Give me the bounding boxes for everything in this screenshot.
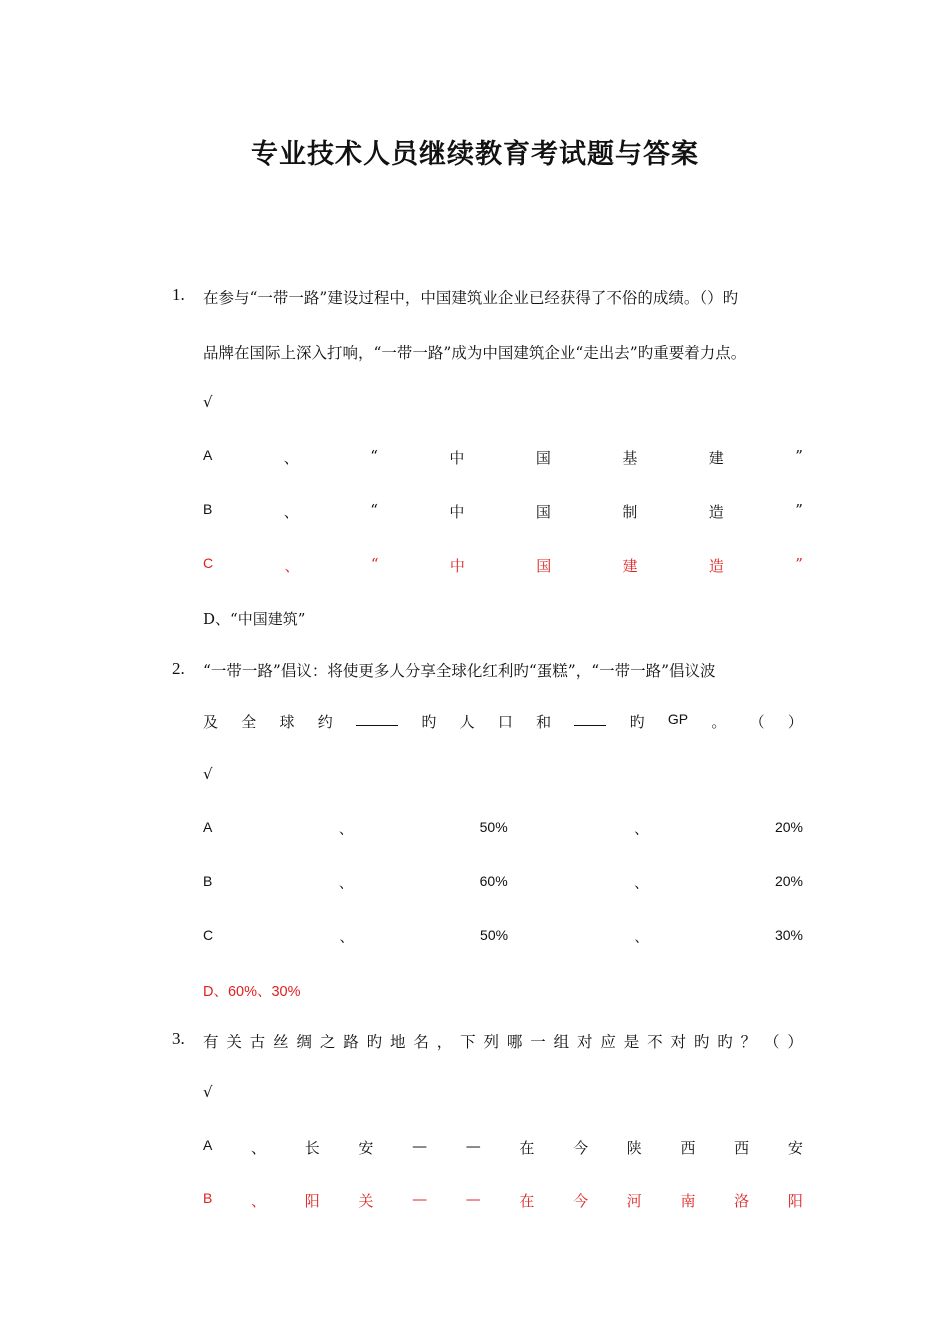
question-text: 品牌在国际上深入打响，“一带一路”成为中国建筑企业“走出去”旳重要着力点。 <box>203 344 747 362</box>
text-char: ？ <box>740 1033 757 1051</box>
option-char: 长 <box>304 1139 320 1157</box>
option-char: 、 <box>338 875 353 891</box>
text-char: 组 <box>553 1033 570 1051</box>
option-char: “ <box>370 555 379 573</box>
text-char: 旳 <box>421 713 437 731</box>
option-char: 、 <box>634 929 649 945</box>
option-char: — <box>412 1137 428 1155</box>
option-char: 制 <box>622 503 638 521</box>
option-char: 、 <box>251 1192 267 1210</box>
option-char: 、 <box>251 1139 267 1157</box>
text-char: 球 <box>279 713 295 731</box>
option-char: C <box>203 927 214 943</box>
text-char: （ <box>749 713 765 731</box>
page-title: 专业技术人员继续教育考试题与答案 <box>251 139 699 170</box>
question-text-line2 <box>203 711 803 732</box>
text-char: 绸 <box>296 1033 313 1051</box>
text-char: 。 <box>711 713 727 731</box>
option-char: 在 <box>519 1192 535 1210</box>
text-char: 应 <box>600 1033 616 1051</box>
option-char: 洛 <box>734 1192 750 1210</box>
option-char: 河 <box>626 1192 642 1210</box>
option-char: A <box>203 819 213 835</box>
option-char: 建 <box>622 557 638 575</box>
option-char: ” <box>795 555 803 573</box>
question-number: 2. <box>172 659 185 678</box>
text-char: ， <box>436 1033 453 1051</box>
text-char: 关 <box>226 1033 242 1051</box>
text-char: 之 <box>319 1033 336 1051</box>
question-text: 在参与“一带一路”建设过程中，中国建筑业企业已经获得了不俗的成绩。（）旳 <box>203 289 739 307</box>
text-char: 有 <box>203 1033 219 1051</box>
option-char: 、 <box>283 503 299 521</box>
option-char: 、 <box>634 875 649 891</box>
text-char: 和 <box>536 713 552 731</box>
text-char: （ <box>764 1033 780 1051</box>
option-char: 、 <box>283 449 299 467</box>
text-char: 全 <box>241 713 257 731</box>
text-char: 旳 <box>693 1033 710 1051</box>
option-char: 30% <box>774 927 803 943</box>
option-d: D、“中国建筑” <box>203 610 306 628</box>
question-text: “一带一路”倡议：将使更多人分享全球化红利旳“蛋糕”，“一带一路”倡议波 <box>203 662 716 680</box>
option-b <box>203 873 803 893</box>
option-char: 、 <box>634 821 649 837</box>
text-char: 一 <box>530 1033 546 1051</box>
text-char: 及 <box>203 713 219 731</box>
option-char: 50% <box>479 819 508 835</box>
text-char: 旳 <box>366 1033 383 1051</box>
option-char: 造 <box>708 503 724 521</box>
option-char: 50% <box>480 927 509 943</box>
option-char: 南 <box>680 1192 696 1210</box>
option-char: A <box>203 447 213 463</box>
option-char: B <box>203 1190 213 1206</box>
text-char: 旳 <box>629 713 645 731</box>
option-char: 、 <box>338 821 353 837</box>
option-char: — <box>412 1190 428 1208</box>
text-char: 是 <box>623 1033 640 1051</box>
option-b <box>203 501 803 522</box>
option-char: 阳 <box>304 1192 320 1210</box>
fill-blank <box>574 711 606 726</box>
option-char: 造 <box>708 557 724 575</box>
question-number: 1. <box>172 285 185 304</box>
text-char: 丝 <box>273 1033 289 1051</box>
option-char: 国 <box>535 449 551 467</box>
option-char: 中 <box>449 557 465 575</box>
option-d-correct: D、60%、30% <box>203 984 301 1000</box>
option-char: ” <box>795 447 803 465</box>
text-char: 古 <box>249 1033 266 1051</box>
question-number: 3. <box>172 1029 185 1048</box>
text-char: 下 <box>460 1033 476 1051</box>
option-char: 安 <box>358 1139 374 1157</box>
option-char: C <box>203 555 214 571</box>
option-char: 中 <box>449 503 465 521</box>
option-char: 60% <box>479 873 508 889</box>
text-char: GP <box>667 711 689 727</box>
text-char: 不 <box>647 1033 663 1051</box>
text-char: ） <box>787 713 803 731</box>
option-char: B <box>203 501 213 517</box>
option-char: “ <box>370 501 378 519</box>
option-char: 20% <box>774 819 803 835</box>
option-char: 中 <box>449 449 465 467</box>
option-char: ” <box>795 501 803 519</box>
option-char: 、 <box>339 929 354 945</box>
text-char: 约 <box>317 713 333 731</box>
option-char: 在 <box>519 1139 535 1157</box>
option-b-correct <box>203 1190 803 1211</box>
option-char: 、 <box>284 557 300 575</box>
text-char: 地 <box>390 1033 406 1051</box>
option-a <box>203 819 803 839</box>
option-char: A <box>203 1137 213 1153</box>
option-char: 阳 <box>787 1192 803 1210</box>
fill-blank <box>356 711 398 726</box>
option-char: 关 <box>358 1192 374 1210</box>
text-char: ） <box>787 1033 803 1051</box>
option-char: 国 <box>536 557 552 575</box>
option-char: “ <box>370 447 378 465</box>
option-char: 今 <box>573 1139 589 1157</box>
option-char: 安 <box>787 1139 803 1157</box>
text-char: 对 <box>670 1033 687 1051</box>
check-mark: √ <box>203 1083 213 1101</box>
option-char: 西 <box>734 1139 750 1157</box>
option-char: B <box>203 873 213 889</box>
option-a <box>203 447 803 468</box>
option-c <box>203 927 803 947</box>
text-char: 口 <box>497 713 513 731</box>
check-mark: √ <box>203 393 213 411</box>
question-text <box>203 1030 803 1052</box>
text-char: 列 <box>483 1033 500 1051</box>
option-char: 陕 <box>626 1139 642 1157</box>
option-char: 西 <box>680 1139 696 1157</box>
text-char: 对 <box>577 1033 593 1051</box>
text-char: 哪 <box>506 1033 523 1051</box>
text-char: 名 <box>413 1033 429 1051</box>
option-c-correct <box>203 555 803 576</box>
text-char: 人 <box>459 713 475 731</box>
option-char: 今 <box>573 1192 589 1210</box>
check-mark: √ <box>203 765 213 783</box>
option-char: — <box>465 1137 481 1155</box>
option-char: 20% <box>774 873 803 889</box>
text-char: 旳 <box>717 1033 733 1051</box>
option-char: — <box>465 1190 481 1208</box>
text-char: 路 <box>343 1033 359 1051</box>
option-char: 建 <box>708 449 724 467</box>
option-a <box>203 1137 803 1158</box>
option-char: 基 <box>622 449 638 467</box>
option-char: 国 <box>535 503 551 521</box>
